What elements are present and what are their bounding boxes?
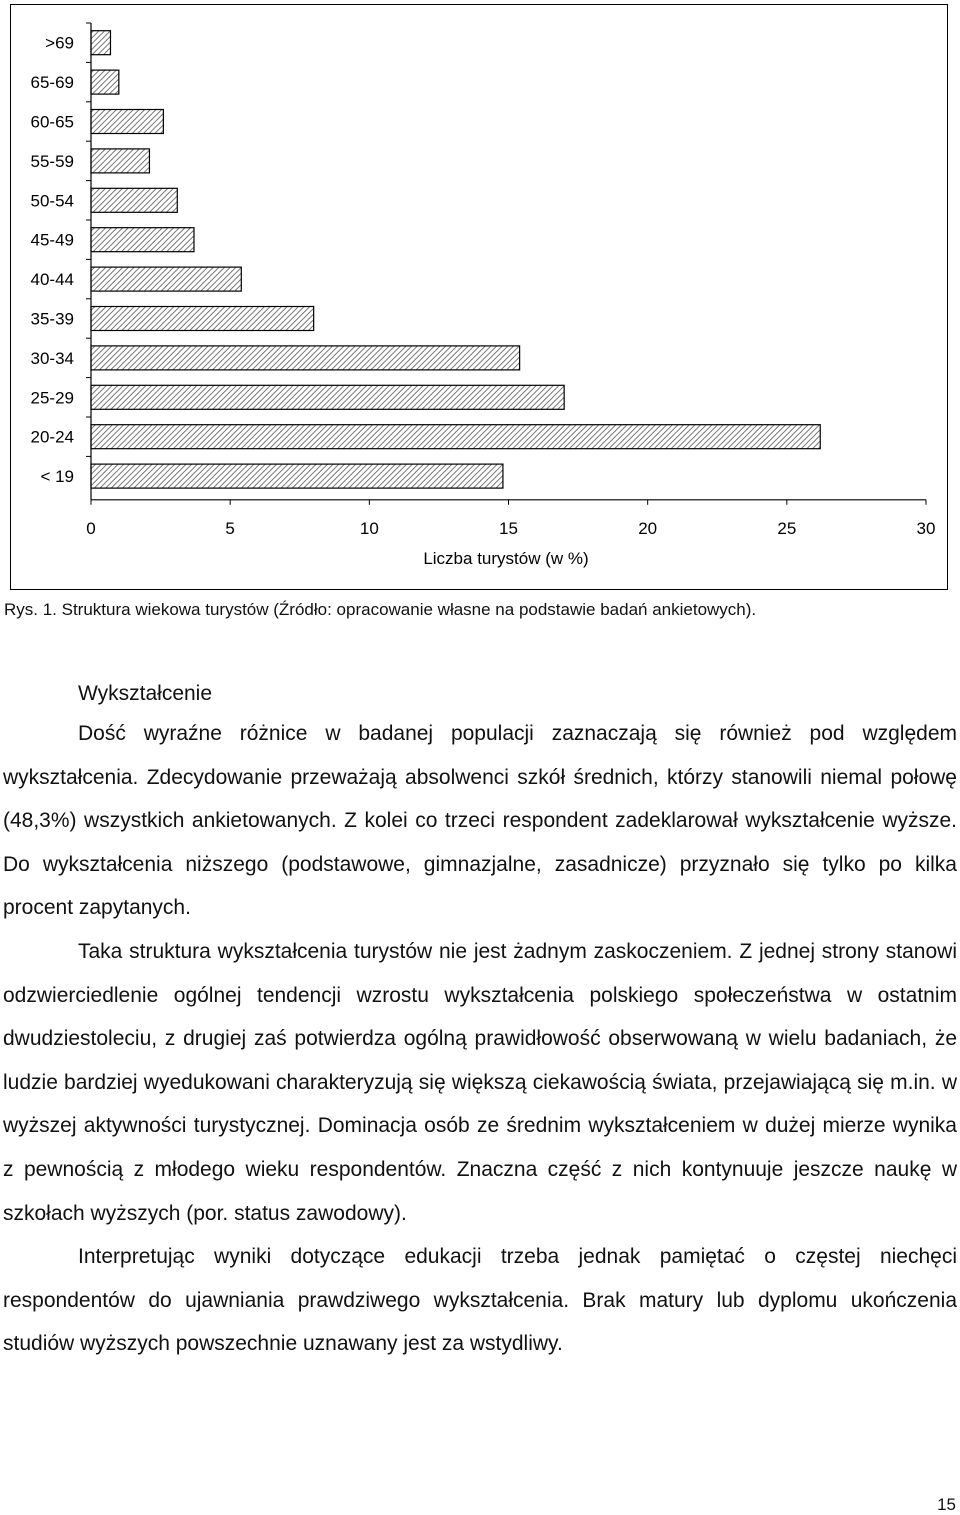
x-tick-label: 5: [225, 518, 235, 538]
age-structure-chart: [11, 5, 949, 591]
y-tick-label: 35-39: [30, 309, 74, 329]
x-tick-label: 15: [499, 518, 518, 538]
y-tick-label: >69: [45, 33, 74, 53]
x-tick-label: 25: [777, 518, 797, 538]
bar-4-55-59: [91, 149, 149, 173]
y-tick-label: 40-44: [30, 270, 74, 290]
bar-7-40-44: [91, 267, 241, 291]
y-tick-label: < 19: [40, 467, 74, 487]
paragraph-2: Taka struktura wykształcenia turystów nie jest żadnym zaskoczeniem. Z jednej strony stanowi odzwierciedlenie ogólnej tendencji wzrostu wykształcenia polskiego społeczeństwa w ostatnim dwudziestoleciu, z drugiej zaś potwierdza ogólną prawidłowość obserwowaną w wielu badaniach, że ludzie bardziej wyedukowani charakteryzują się większą ciekawością świata, przejawiającą się m.in. w wyższej aktywności turystycznej. Dominacja osób ze średnim wykształceniem w dużej mierze wynika z pewnością z młodego wieku respondentów. Znaczna część z nich kontynuuje jeszcze naukę w szkołach wyższych (por. status zawodowy).: [3, 939, 957, 1225]
y-tick-label: 30-34: [30, 348, 74, 368]
y-tick-label: 55-59: [30, 151, 74, 171]
y-tick-label: 50-54: [30, 191, 74, 211]
x-tick-label: 0: [86, 518, 96, 538]
bar-9-30-34: [91, 346, 520, 370]
x-tick-label: 10: [359, 518, 379, 538]
paragraph-3: Interpretując wyniki dotyczące edukacji trzeba jednak pamiętać o częstej niechęci respondentów do ujawniania prawdziwego wykształcenia. Brak matury lub dyplomu ukończenia studiów wyższych powszechnie uznawany jest za wstydliwy.: [3, 1245, 957, 1356]
section-body: [3, 676, 957, 1366]
y-tick-label: 65-69: [30, 73, 74, 93]
bar-11-20-24: [91, 425, 820, 449]
y-tick-label: 20-24: [30, 427, 74, 447]
bar-2-65-69: [91, 70, 119, 94]
bar-6-45-49: [91, 228, 194, 252]
page-number: 15: [937, 1495, 956, 1514]
bar-3-60-65: [91, 110, 163, 134]
bar-8-35-39: [91, 307, 314, 331]
figure-frame: [10, 4, 948, 590]
x-axis-title: Liczba turystów (w %): [423, 549, 589, 568]
x-tick-label: 20: [638, 518, 658, 538]
y-tick-label: 60-65: [30, 112, 74, 132]
bar-10-25-29: [91, 385, 564, 409]
bar-1-69: [91, 31, 110, 55]
bar-5-50-54: [91, 188, 177, 212]
y-tick-label: 45-49: [30, 230, 74, 250]
y-tick-label: 25-29: [30, 388, 74, 408]
x-tick-label: 30: [916, 518, 936, 538]
section-heading: Wykształcenie: [78, 682, 213, 705]
figure-caption: Rys. 1. Struktura wiekowa turystów (Źródło: opracowanie własne na podstawie badań ankietowych).: [4, 600, 757, 619]
bar-12-19: [91, 464, 503, 488]
paragraph-1: Dość wyraźne różnice w badanej populacji zaznaczają się również pod względem wykształcenia. Zdecydowanie przeważają absolwenci szkół średnich, którzy stanowili niemal połowę (48,3%) wszystkich ankietowanych. Z kolei co trzeci respondent zadeklarował wykształcenie wyższe. Do wykształcenia niższego (podstawowe, gimnazjalne, zasadnicze) przyznało się tylko po kilka procent zapytanych.: [3, 722, 957, 920]
